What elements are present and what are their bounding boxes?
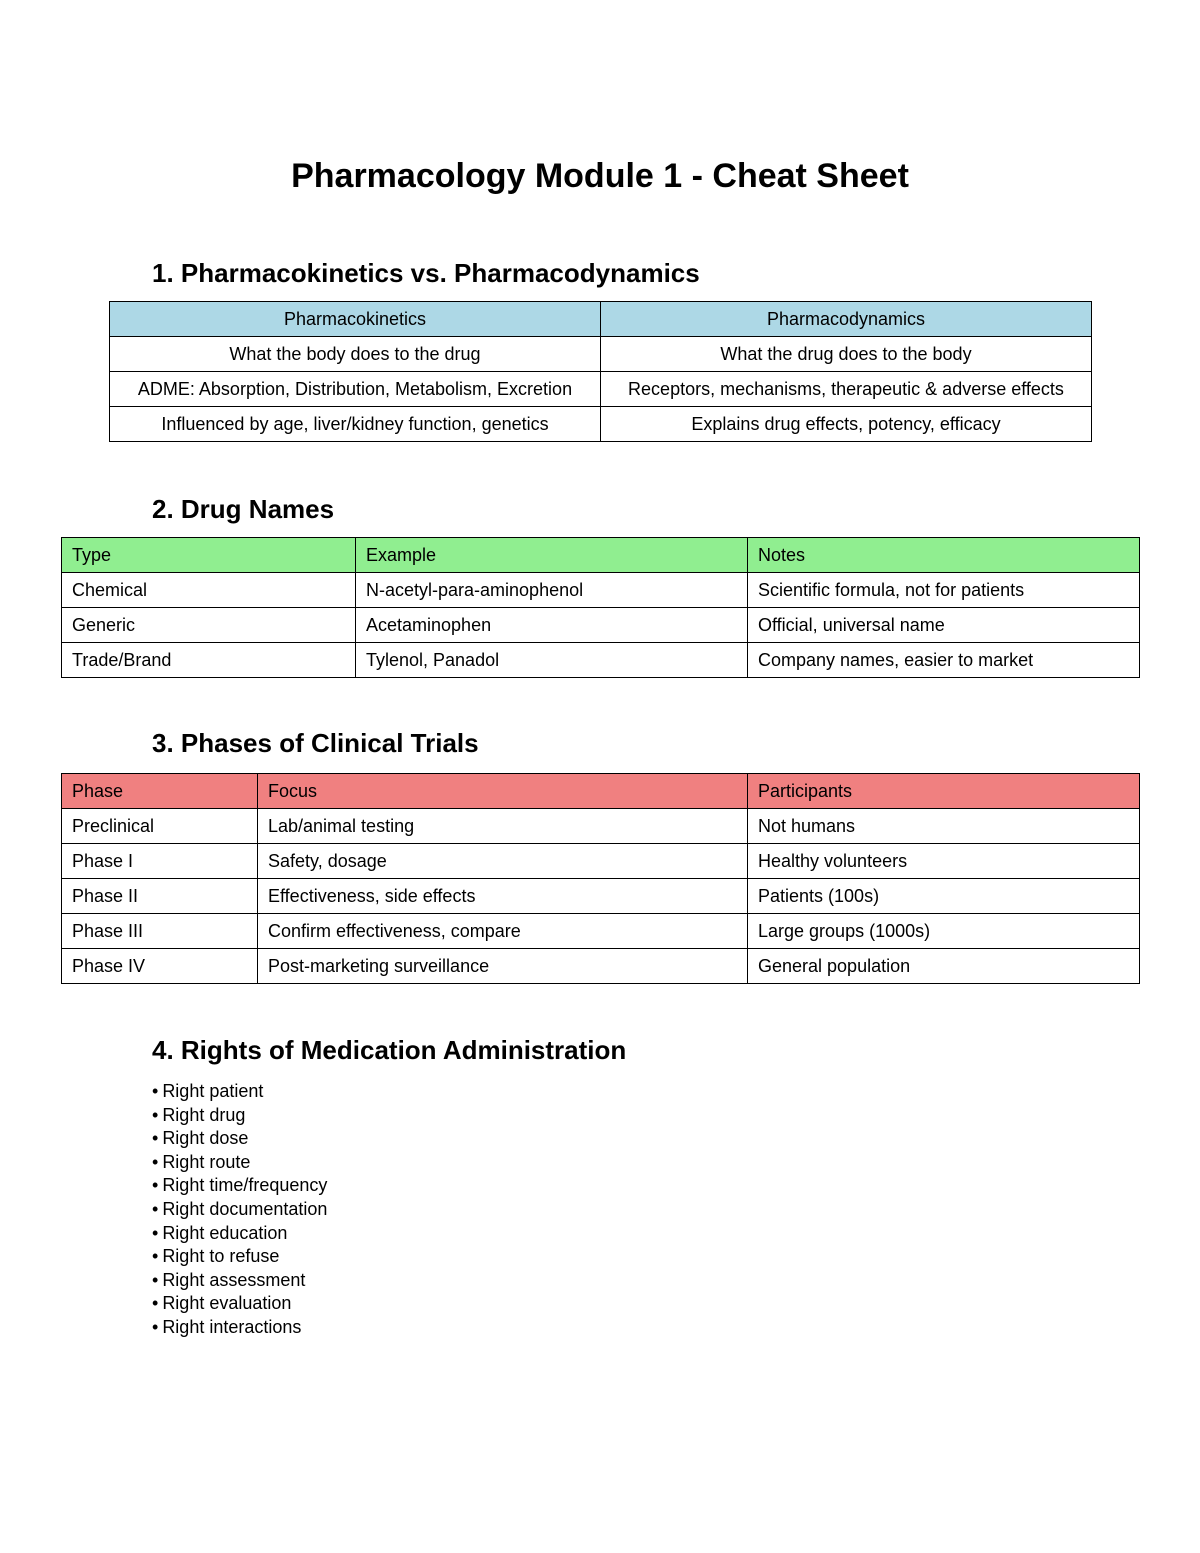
table-cell: General population	[748, 949, 1140, 984]
list-item	[152, 1198, 327, 1222]
bullet-icon: •	[152, 1222, 159, 1243]
table-row	[110, 407, 1092, 442]
table-cell: What the body does to the drug	[110, 337, 601, 372]
table-cell: Post-marketing surveillance	[258, 949, 748, 984]
section-heading-rights: 4. Rights of Medication Administration	[152, 1035, 627, 1065]
bullet-icon: •	[152, 1128, 159, 1149]
table-row	[62, 914, 1140, 949]
list-item	[152, 1316, 327, 1340]
table-row	[110, 372, 1092, 407]
section-heading-clinical-trials: 3. Phases of Clinical Trials	[152, 728, 479, 758]
table-cell: Effectiveness, side effects	[258, 879, 748, 914]
table-cell: Phase II	[62, 879, 258, 914]
bullet-icon: •	[152, 1246, 159, 1267]
table-row	[62, 949, 1140, 984]
table-cell: Safety, dosage	[258, 844, 748, 879]
bullet-icon: •	[152, 1104, 159, 1125]
table-cell: Phase IV	[62, 949, 258, 984]
table-cell: Influenced by age, liver/kidney function, genetics	[110, 407, 601, 442]
clinical-trials-table	[61, 773, 1140, 984]
rights-list	[152, 1080, 327, 1340]
table-row	[62, 809, 1140, 844]
list-item	[152, 1222, 327, 1246]
list-item	[152, 1151, 327, 1175]
list-item-text: Right patient	[162, 1081, 264, 1101]
list-item-text: Right evaluation	[162, 1293, 292, 1314]
list-item-text: Right dose	[162, 1128, 249, 1149]
section-heading-pk-pd: 1. Pharmacokinetics vs. Pharmacodynamics	[152, 258, 700, 288]
table-cell: Scientific formula, not for patients	[748, 573, 1140, 608]
table-cell: Patients (100s)	[748, 879, 1140, 914]
drug-names-table	[61, 537, 1140, 678]
column-header: Notes	[748, 538, 1140, 573]
list-item-text: Right education	[162, 1222, 288, 1243]
table-header-row	[110, 302, 1092, 337]
list-item-text: Right time/frequency	[162, 1175, 328, 1196]
column-header: Pharmacodynamics	[601, 302, 1092, 337]
table-cell: Confirm effectiveness, compare	[258, 914, 748, 949]
column-header: Participants	[748, 774, 1140, 809]
bullet-icon: •	[152, 1198, 159, 1219]
table-cell: Receptors, mechanisms, therapeutic & adverse effects	[601, 372, 1092, 407]
table-cell: Official, universal name	[748, 608, 1140, 643]
table-row	[62, 879, 1140, 914]
column-header: Pharmacokinetics	[110, 302, 601, 337]
list-item-text: Right route	[162, 1151, 251, 1172]
table-cell: N-acetyl-para-aminophenol	[356, 573, 748, 608]
list-item	[152, 1292, 327, 1316]
table-cell: Chemical	[62, 573, 356, 608]
table-cell: Generic	[62, 608, 356, 643]
table-cell: Explains drug effects, potency, efficacy	[601, 407, 1092, 442]
list-item	[152, 1245, 327, 1269]
table-cell: Tylenol, Panadol	[356, 643, 748, 678]
bullet-icon: •	[152, 1175, 159, 1196]
table-cell: Large groups (1000s)	[748, 914, 1140, 949]
bullet-icon: •	[152, 1269, 159, 1290]
table-cell: Company names, easier to market	[748, 643, 1140, 678]
list-item	[152, 1174, 327, 1198]
column-header: Phase	[62, 774, 258, 809]
list-item-text: Right interactions	[162, 1316, 302, 1337]
bullet-icon: •	[152, 1293, 159, 1314]
pk-pd-table	[109, 301, 1092, 442]
table-header-row	[62, 538, 1140, 573]
list-item	[152, 1127, 327, 1151]
table-cell: Phase I	[62, 844, 258, 879]
column-header: Example	[356, 538, 748, 573]
table-row	[62, 643, 1140, 678]
bullet-icon: •	[152, 1151, 159, 1172]
list-item	[152, 1080, 327, 1104]
table-row	[62, 608, 1140, 643]
list-item-text: Right to refuse	[162, 1246, 280, 1267]
column-header: Focus	[258, 774, 748, 809]
table-cell: Preclinical	[62, 809, 258, 844]
table-header-row	[62, 774, 1140, 809]
table-cell: ADME: Absorption, Distribution, Metabolism, Excretion	[110, 372, 601, 407]
table-cell: Lab/animal testing	[258, 809, 748, 844]
table-cell: Healthy volunteers	[748, 844, 1140, 879]
section-heading-drug-names: 2. Drug Names	[152, 494, 335, 524]
list-item-text: Right assessment	[162, 1269, 306, 1290]
page-title: Pharmacology Module 1 - Cheat Sheet	[291, 157, 909, 195]
bullet-icon: •	[152, 1081, 159, 1101]
table-row	[62, 844, 1140, 879]
table-cell: What the drug does to the body	[601, 337, 1092, 372]
table-row	[110, 337, 1092, 372]
column-header: Type	[62, 538, 356, 573]
list-item	[152, 1269, 327, 1293]
table-cell: Phase III	[62, 914, 258, 949]
table-cell: Trade/Brand	[62, 643, 356, 678]
bullet-icon: •	[152, 1316, 159, 1337]
list-item	[152, 1104, 327, 1128]
list-item-text: Right documentation	[162, 1198, 328, 1219]
table-cell: Not humans	[748, 809, 1140, 844]
table-cell: Acetaminophen	[356, 608, 748, 643]
table-row	[62, 573, 1140, 608]
list-item-text: Right drug	[162, 1104, 246, 1125]
